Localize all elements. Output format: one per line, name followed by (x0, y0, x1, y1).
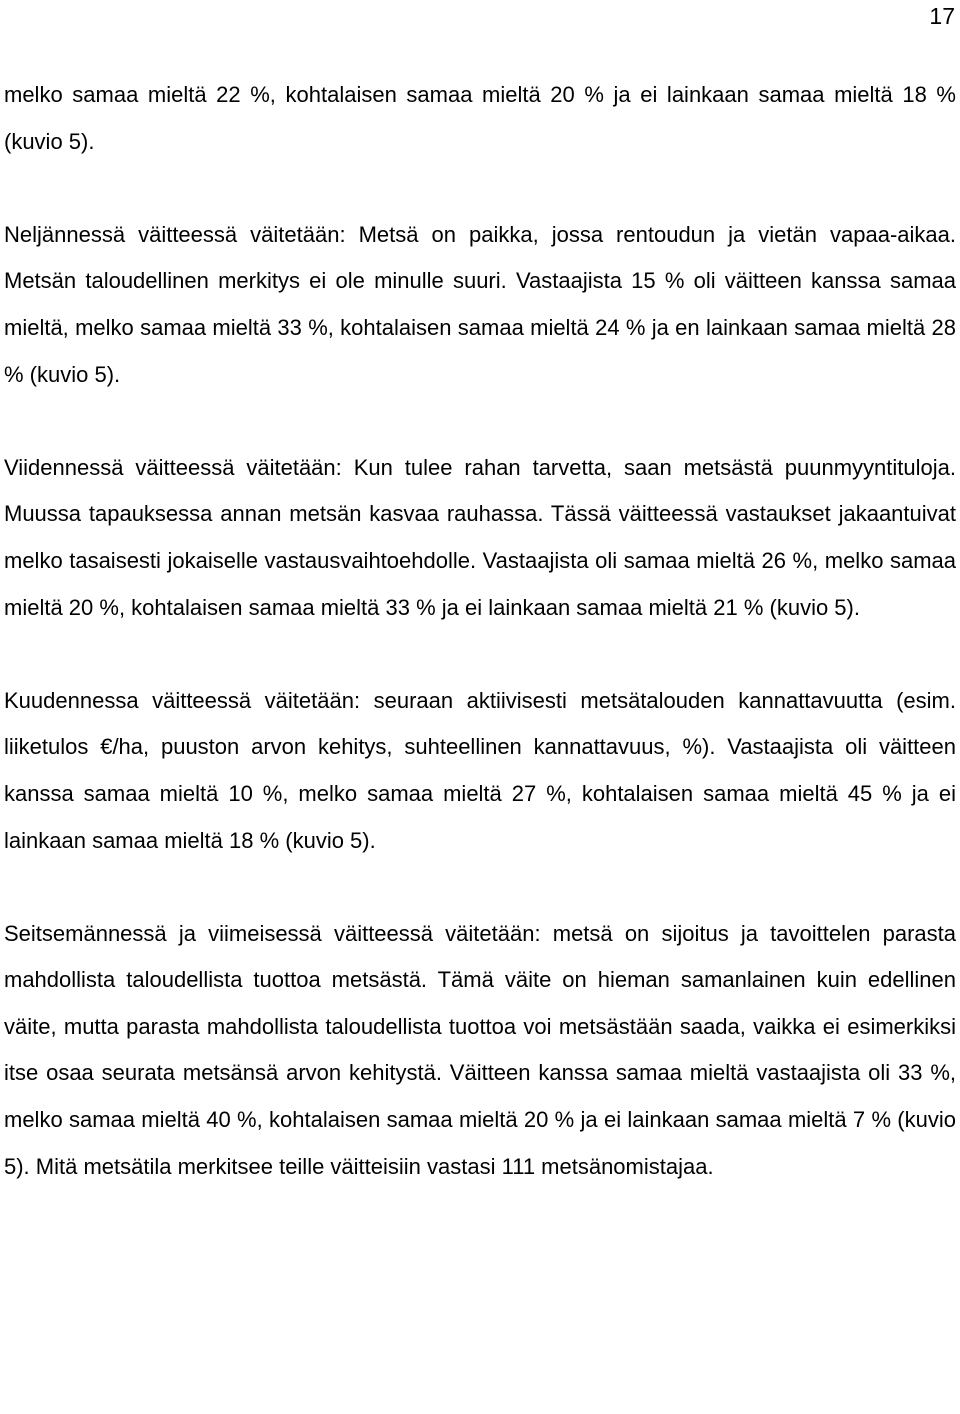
page-number: 17 (929, 3, 955, 29)
paragraph-4: Kuudennessa väitteessä väitetään: seuraan aktiivisesti metsätalouden kannattavuutta (esim. liiketulos €/ha, puuston arvon kehitys, suhteellinen kannattavuus, %). Vastaajista oli väitteen kanssa samaa mieltä 10 %, melko samaa mieltä 27 %, kohtalaisen samaa mieltä 45 % ja ei lainkaan samaa mieltä 18 % (kuvio 5). (4, 687, 956, 853)
paragraph-5: Seitsemännessä ja viimeisessä väitteessä väitetään: metsä on sijoitus ja tavoittelen parasta mahdollista taloudellista tuottoa metsästä. Tämä väite on hieman samanlainen kuin edellinen väite, mutta parasta mahdollista taloudellista tuottoa voi metsästään saada, vaikka ei esimerkiksi itse osaa seurata metsänsä arvon kehitystä. Väitteen kanssa samaa mieltä vastaajista oli 33 %, melko samaa mieltä 40 %, kohtalaisen samaa mieltä 20 % ja ei lainkaan samaa mieltä 7 % (kuvio 5). Mitä metsätila merkitsee teille väitteisiin vastasi 111 metsänomistajaa. (4, 920, 956, 1179)
paragraph-2: Neljännessä väitteessä väitetään: Metsä on paikka, jossa rentoudun ja vietän vapaa-aikaa. Metsän taloudellinen merkitys ei ole minulle suuri. Vastaajista 15 % oli väitteen kanssa samaa mieltä, melko samaa mieltä 33 %, kohtalaisen samaa mieltä 24 % ja en lainkaan samaa mieltä 28 % (kuvio 5). (4, 221, 956, 387)
paragraph-3: Viidennessä väitteessä väitetään: Kun tulee rahan tarvetta, saan metsästä puunmyyntituloja. Muussa tapauksessa annan metsän kasvaa rauhassa. Tässä väitteessä vastaukset jakaantuivat melko tasaisesti jokaiselle vastausvaihtoehdolle. Vastaajista oli samaa mieltä 26 %, melko samaa mieltä 20 %, kohtalaisen samaa mieltä 33 % ja ei lainkaan samaa mieltä 21 % (kuvio 5). (4, 454, 956, 620)
document-body (4, 72, 956, 1190)
paragraph-1: melko samaa mieltä 22 %, kohtalaisen samaa mieltä 20 % ja ei lainkaan samaa mieltä 18 % (kuvio 5). (4, 82, 956, 154)
